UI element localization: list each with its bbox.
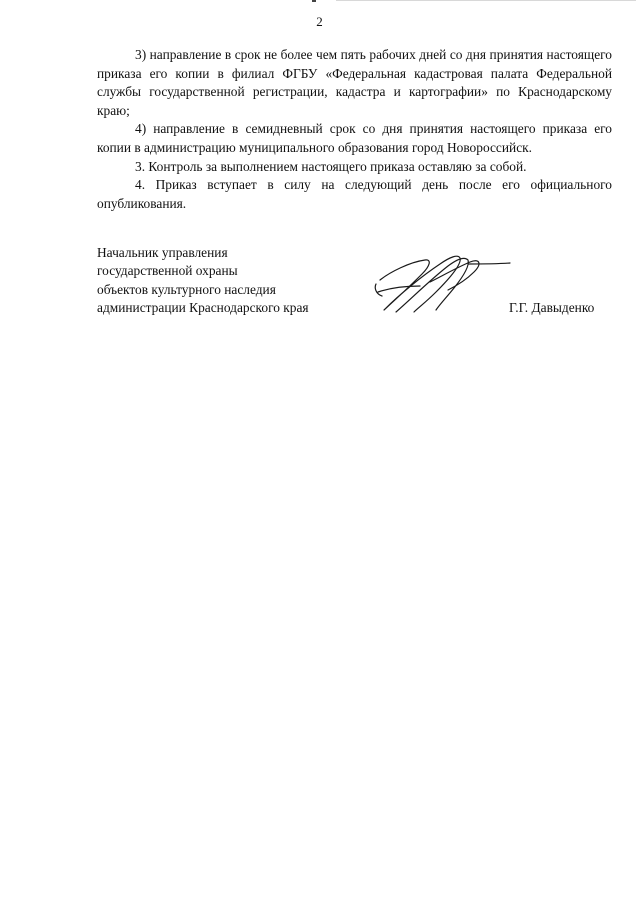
scan-edge-line [336,0,636,1]
paragraph-item-3: 3) направление в срок не более чем пять рабочих дней со дня принятия настоящего приказа его копии в филиал ФГБУ «Федеральная кадастровая палата Федеральной службы государственной регистрации, кадастра и картографии» по Краснодарскому краю; [97,47,612,118]
paragraph-item-4: 4) направление в семидневный срок со дня принятия настоящего приказа его копии в администрацию муниципального образования город Новороссийск. [97,121,612,155]
signer-name: Г.Г. Давыденко [509,300,595,315]
order-body-text [97,46,612,213]
position-line: государственной охраны [97,263,238,279]
paragraph-effective-date: 4. Приказ вступает в силу на следующий день после его официального опубликования. [97,177,612,211]
paragraph-control: 3. Контроль за выполнением настоящего приказа оставляю за собой. [135,158,527,174]
page-number: 2 [316,14,323,29]
position-line: объектов культурного наследия [97,281,276,297]
position-line: Начальник управления [97,245,228,260]
handwritten-signature [370,242,520,322]
scan-mark [312,0,316,2]
signatory-position [97,244,357,318]
position-line: администрации Краснодарского края [97,300,309,316]
